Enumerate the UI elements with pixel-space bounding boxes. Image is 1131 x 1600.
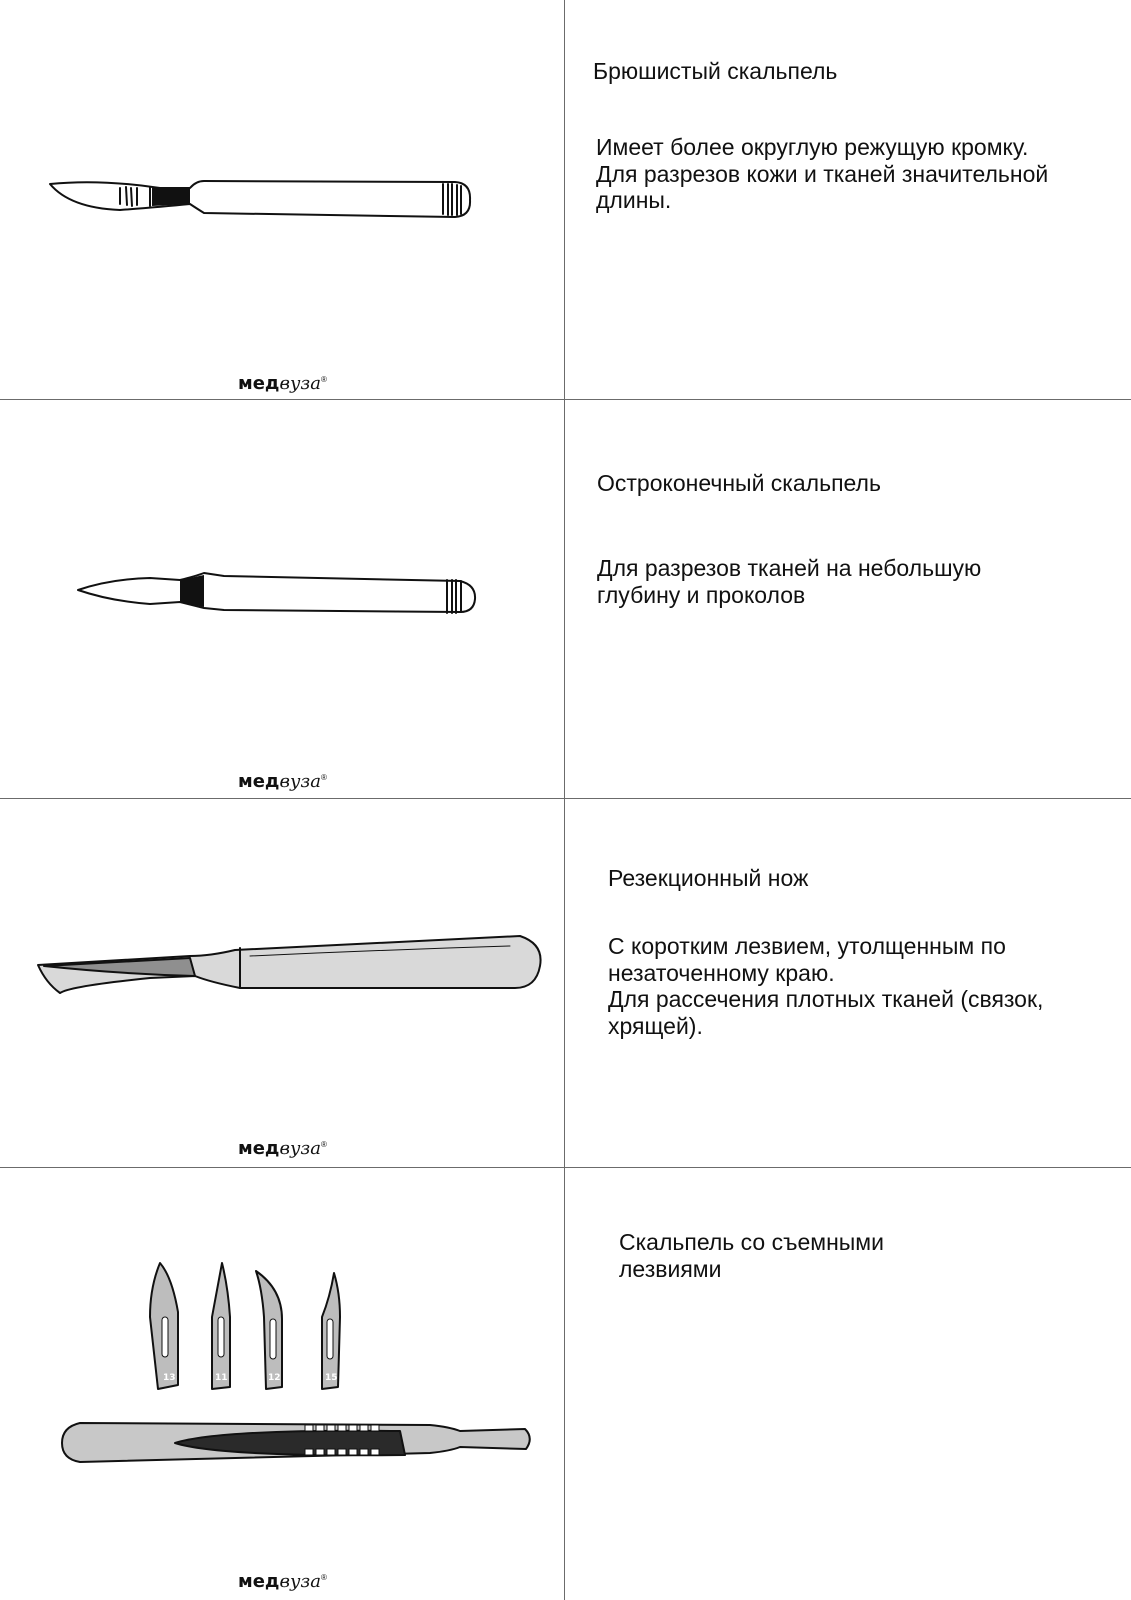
removable-blade-scalpel-drawing — [0, 1167, 564, 1600]
card-title: Резекционный нож — [608, 865, 809, 891]
blade-number: 15 — [325, 1373, 338, 1383]
blade-number: 13 — [163, 1373, 176, 1383]
blade-12 — [256, 1271, 282, 1389]
blade-number: 12 — [268, 1373, 281, 1383]
brand-logo — [238, 373, 327, 394]
brand-logo-italic: вуза — [279, 1571, 321, 1592]
brand-logo-bold: мед — [238, 1138, 280, 1159]
card-title: Брюшистый скальпель — [593, 58, 838, 84]
card-description — [597, 555, 1057, 608]
description-line: Имеет более округлую режущую кромку. — [596, 134, 1029, 160]
blade-number: 11 — [215, 1373, 228, 1383]
description-line: Для рассечения плотных тканей (связок, хрящей). — [608, 986, 1044, 1039]
brand-logo-mark: ® — [320, 1573, 327, 1582]
brand-logo-mark: ® — [320, 1140, 327, 1149]
card-removable-blade-scalpel — [0, 1167, 1131, 1600]
brand-logo — [238, 1138, 327, 1159]
brand-logo-italic: вуза — [279, 771, 321, 792]
brand-logo-bold: мед — [238, 373, 280, 394]
card-resection-knife — [0, 798, 1131, 1167]
description-line: С коротким лезвием, утолщенным по незаточенному краю. — [608, 933, 1006, 986]
brand-logo-italic: вуза — [279, 1138, 321, 1159]
brand-logo-bold: мед — [238, 1571, 280, 1592]
belly-scalpel-drawing — [0, 0, 564, 399]
card-description — [608, 933, 1068, 1039]
illustration-panel — [0, 399, 564, 798]
card-title: Скальпель со съемными лезвиями — [619, 1229, 884, 1282]
description-line: Для разрезов кожи и тканей значительной длины. — [596, 160, 1049, 213]
brand-logo-bold: мед — [238, 771, 280, 792]
pointed-scalpel-drawing — [0, 399, 564, 798]
illustration-panel — [0, 0, 564, 399]
illustration-panel — [0, 798, 564, 1167]
brand-logo — [238, 771, 327, 792]
card-description — [596, 134, 1056, 214]
brand-logo-mark: ® — [320, 773, 327, 782]
brand-logo-italic: вуза — [279, 373, 321, 394]
card-pointed-scalpel — [0, 399, 1131, 798]
card-title: Остроконечный скальпель — [597, 470, 881, 496]
brand-logo-mark: ® — [320, 375, 327, 384]
illustration-panel — [0, 1167, 564, 1600]
card-belly-scalpel — [0, 0, 1131, 399]
resection-knife-drawing — [0, 798, 564, 1167]
brand-logo — [238, 1571, 327, 1592]
description-line: Для разрезов тканей на небольшую глубину и проколов — [597, 555, 982, 608]
